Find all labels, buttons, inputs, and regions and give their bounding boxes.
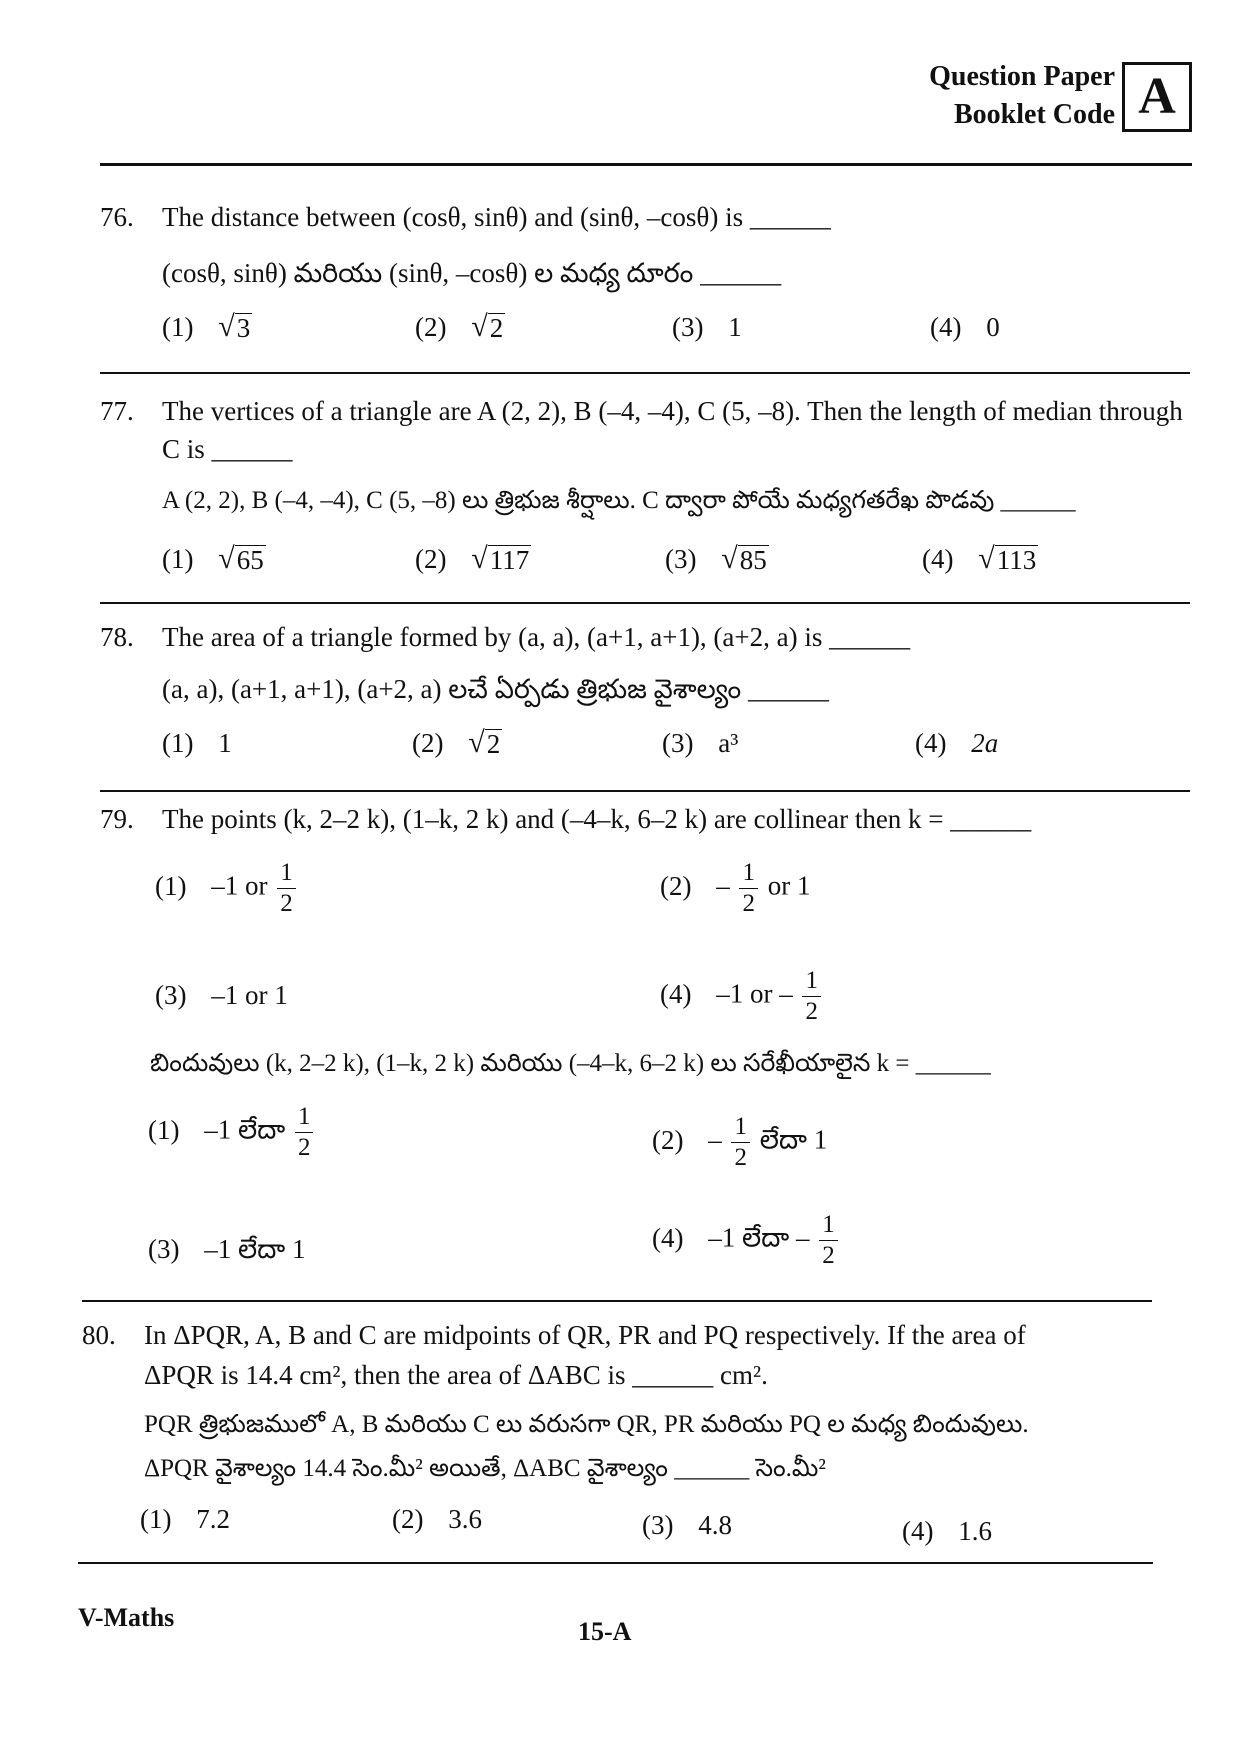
numerator: 1 [739, 858, 758, 889]
option-prefix: –1 లేదా – [708, 1222, 810, 1253]
question-79 [100, 800, 1190, 1290]
option-number: (4) [915, 728, 947, 758]
denominator: 2 [280, 890, 293, 917]
question-number: 80. [82, 1320, 116, 1350]
denominator: 2 [822, 1242, 835, 1269]
option-number: (4) [660, 978, 692, 1009]
radicand: 85 [739, 545, 767, 575]
option-value: a³ [718, 728, 739, 758]
option-value: 1 [218, 728, 232, 758]
option-4[interactable] [915, 724, 998, 762]
option-number: (4) [902, 1516, 934, 1546]
option-number: (1) [162, 728, 194, 758]
sqrt-expression: √ 85 [721, 542, 767, 575]
radicand: 3 [236, 313, 251, 343]
option-number: (2) [415, 312, 447, 342]
question-text-en: The area of a triangle formed by (a, a), (a+1, a+1), (a+2, a) is ______ [162, 622, 911, 652]
option-number: (3) [155, 980, 187, 1010]
option-1[interactable] [162, 724, 232, 762]
option-number: (3) [662, 728, 694, 758]
question-divider [78, 1562, 1153, 1564]
option-value: 2a [971, 728, 999, 758]
option-number: (2) [415, 544, 447, 574]
question-78 [100, 618, 1190, 768]
te-option-1[interactable] [148, 1102, 316, 1163]
denominator: 2 [742, 890, 755, 917]
page-number: 15-A [578, 1617, 632, 1646]
header-divider [100, 163, 1192, 166]
option-value: 4.8 [698, 1510, 732, 1540]
question-77 [100, 392, 1190, 582]
radicand: 113 [996, 545, 1037, 575]
question-text-te-line-1: PQR త్రిభుజములో A, B మరియు C లు వరుసగా QR, PR మరియు PQ ల మధ్య బిందువులు. [144, 1411, 1029, 1438]
question-text-te-line-2: ΔPQR వైశాల్యం 14.4 సెం.మీ² అయితే, ΔABC వైశాల్యం ______ సెం.మీ² [144, 1455, 826, 1482]
option-4[interactable] [902, 1512, 992, 1550]
question-text-en: The distance between (cosθ, sinθ) and (sinθ, –cosθ) is ______ [162, 202, 831, 232]
option-3[interactable] [665, 540, 769, 578]
option-number: (2) [392, 1504, 424, 1534]
fraction [802, 966, 821, 1027]
numerator: 1 [295, 1102, 314, 1133]
radicand: 117 [489, 545, 530, 575]
option-prefix: –1 or [211, 870, 268, 901]
option-number: (2) [652, 1124, 684, 1155]
option-prefix: –1 or – [716, 978, 793, 1009]
question-text-en-line-2: ΔPQR is 14.4 cm², then the area of ΔABC is ______ cm². [144, 1360, 768, 1390]
header-line-2: Booklet Code [954, 99, 1115, 130]
booklet-code-box: A [1122, 62, 1192, 132]
option-number: (4) [922, 544, 954, 574]
option-number: (3) [672, 312, 704, 342]
numerator: 1 [277, 858, 296, 889]
sqrt-expression: √ 2 [468, 726, 501, 759]
subject-label: V-Maths [78, 1603, 175, 1632]
option-number: (2) [660, 870, 692, 901]
numerator: 1 [802, 966, 821, 997]
sqrt-expression: √ 113 [978, 542, 1037, 575]
option-1[interactable] [162, 308, 252, 346]
sqrt-expression: √ 3 [218, 310, 251, 343]
en-option-2[interactable] [660, 858, 810, 919]
option-2[interactable] [392, 1500, 482, 1538]
option-value: 1 [728, 312, 742, 342]
question-divider [82, 1300, 1152, 1302]
booklet-code-label [929, 58, 1115, 134]
radicand: 2 [489, 313, 504, 343]
radicand: 2 [486, 729, 501, 759]
te-option-3[interactable] [148, 1230, 305, 1268]
option-suffix: or 1 [767, 870, 811, 901]
sqrt-expression: √ 117 [471, 542, 530, 575]
header-line-1: Question Paper [929, 61, 1115, 92]
en-option-4[interactable] [660, 966, 824, 1027]
sqrt-expression: √ 2 [471, 310, 504, 343]
question-text-te: బిందువులు (k, 2–2 k), (1–k, 2 k) మరియు (–4–k, 6–2 k) లు సరేఖీయాలైన k = ______ [150, 1050, 991, 1077]
option-value: 7.2 [196, 1504, 230, 1534]
question-text-te: (cosθ, sinθ) మరియు (sinθ, –cosθ) ల మధ్య దూరం ______ [162, 258, 782, 288]
option-number: (1) [155, 870, 187, 901]
question-text-en: The vertices of a triangle are A (2, 2), B (–4, –4), C (5, –8). Then the length of median through C is ______ [162, 396, 1183, 464]
denominator: 2 [805, 998, 818, 1025]
question-80 [82, 1316, 1172, 1546]
option-number: (1) [162, 312, 194, 342]
question-76 [100, 198, 1190, 343]
option-1[interactable] [140, 1500, 230, 1538]
option-number: (4) [652, 1222, 684, 1253]
question-number: 79. [100, 804, 134, 834]
radicand: 65 [236, 545, 264, 575]
sqrt-expression: √ 65 [218, 542, 264, 575]
question-number: 76. [100, 202, 134, 232]
denominator: 2 [734, 1144, 747, 1171]
option-2[interactable] [415, 540, 531, 578]
option-value: –1 లేదా 1 [204, 1234, 306, 1264]
option-number: (1) [148, 1114, 180, 1145]
option-suffix: లేదా 1 [759, 1124, 828, 1155]
option-4[interactable] [930, 308, 1000, 346]
option-number: (3) [665, 544, 697, 574]
te-option-4[interactable] [652, 1210, 841, 1271]
question-divider [100, 790, 1190, 792]
option-value: 0 [986, 312, 1000, 342]
option-3[interactable] [662, 724, 738, 762]
question-text-te: (a, a), (a+1, a+1), (a+2, a) లచే ఏర్పడు త్రిభుజ వైశాల్యం ______ [162, 674, 829, 704]
question-text-en: The points (k, 2–2 k), (1–k, 2 k) and (–4–k, 6–2 k) are collinear then k = ______ [162, 804, 1032, 834]
option-4[interactable] [922, 540, 1038, 578]
option-value: 1.6 [958, 1516, 992, 1546]
option-2[interactable] [412, 724, 502, 762]
question-text-en-line-1: In ΔPQR, A, B and C are midpoints of QR, PR and PQ respectively. If the area of [144, 1320, 1026, 1350]
numerator: 1 [819, 1210, 838, 1241]
te-option-2[interactable] [652, 1112, 827, 1173]
option-3[interactable] [642, 1506, 732, 1544]
question-text-te: A (2, 2), B (–4, –4), C (5, –8) లు త్రిభుజ శీర్షాలు. C ద్వారా పోయే మధ్యగతరేఖ పొడవు ______ [162, 487, 1076, 514]
fraction [819, 1210, 838, 1271]
option-value: –1 or 1 [211, 980, 288, 1010]
denominator: 2 [297, 1134, 311, 1161]
option-prefix: – [716, 870, 730, 901]
question-divider [100, 372, 1190, 374]
option-number: (3) [642, 1510, 674, 1540]
fraction [295, 1102, 314, 1163]
question-number: 77. [100, 396, 134, 426]
fraction [277, 858, 296, 919]
option-value: 3.6 [448, 1504, 482, 1534]
option-2[interactable] [415, 308, 505, 346]
en-option-3[interactable] [155, 976, 288, 1014]
question-divider [100, 602, 1190, 604]
fraction [739, 858, 758, 919]
option-number: (4) [930, 312, 962, 342]
en-option-1[interactable] [155, 858, 299, 919]
question-number: 78. [100, 622, 134, 652]
option-1[interactable] [162, 540, 266, 578]
option-prefix: –1 లేదా [204, 1114, 286, 1145]
option-prefix: – [708, 1124, 722, 1155]
fraction [731, 1112, 750, 1173]
numerator: 1 [731, 1112, 750, 1143]
option-number: (1) [162, 544, 194, 574]
option-3[interactable] [672, 308, 742, 346]
option-number: (2) [412, 728, 444, 758]
option-number: (3) [148, 1234, 180, 1264]
option-number: (1) [140, 1504, 172, 1534]
